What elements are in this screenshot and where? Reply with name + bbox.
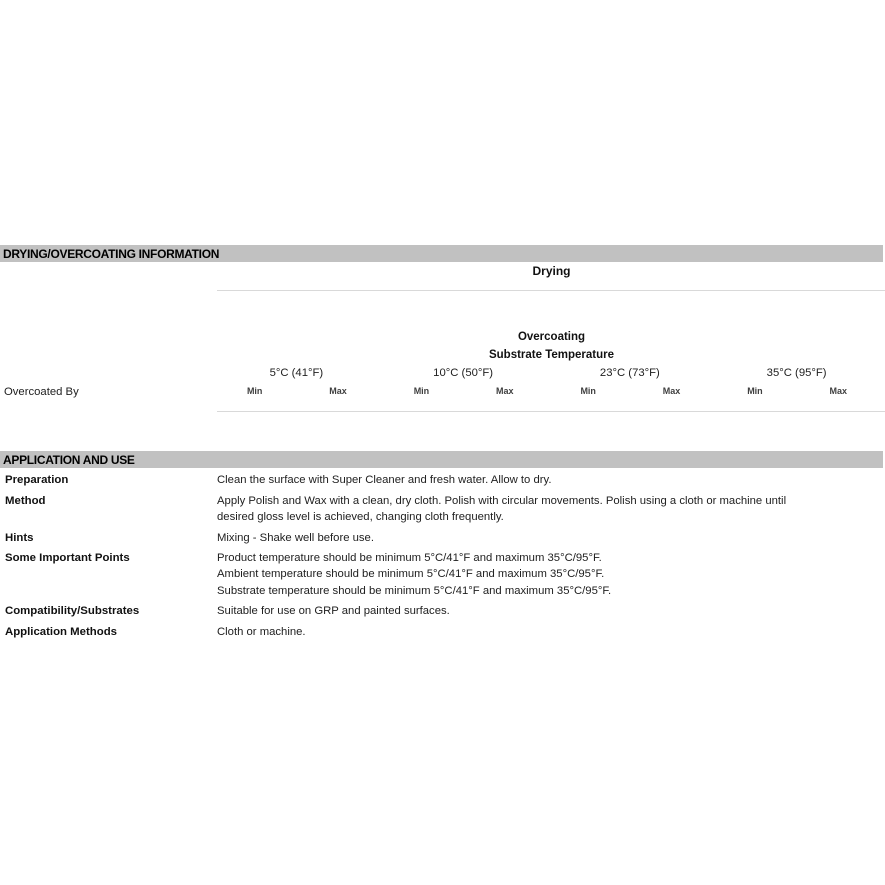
- row-label: Some Important Points: [5, 552, 130, 564]
- temp-header-10c: 10°C (50°F): [433, 367, 494, 379]
- min-label-23c: Min: [580, 386, 596, 396]
- overcoated-by-label: Overcoated By: [4, 386, 79, 398]
- value-line: Apply Polish and Wax with a clean, dry cloth. Polish with circular movements. Polish using a cloth or machine until: [217, 495, 787, 507]
- temp-header-35c: 35°C (95°F): [766, 367, 827, 379]
- max-label-23c: Max: [662, 386, 681, 396]
- row-label: Compatibility/Substrates: [5, 605, 140, 617]
- value-line: Cloth or machine.: [217, 626, 306, 638]
- value-line: Product temperature should be minimum 5°C/41°F and maximum 35°C/95°F.: [217, 552, 602, 564]
- row-value: [217, 603, 877, 619]
- row-value: [217, 624, 877, 640]
- overcoating-header: Overcoating: [517, 331, 586, 343]
- divider-under-overcoating-table: [217, 411, 885, 412]
- value-line: Suitable for use on GRP and painted surfaces.: [217, 605, 450, 617]
- max-label-10c: Max: [496, 386, 514, 396]
- row-value: [217, 472, 877, 488]
- temp-header-5c: 5°C (41°F): [269, 367, 324, 379]
- min-max-header-row: [218, 385, 885, 397]
- value-line: Ambient temperature should be minimum 5°C/41°F and maximum 35°C/95°F.: [217, 568, 605, 581]
- min-label-35c: Min: [747, 386, 763, 396]
- row-value: [217, 550, 877, 599]
- drying-column-header: Drying: [532, 264, 571, 278]
- section-header-drying-overcoating: [0, 245, 883, 262]
- section-title: APPLICATION AND USE: [3, 452, 135, 467]
- value-line: Substrate temperature should be minimum 5°C/41°F and maximum 35°C/95°F.: [217, 584, 612, 597]
- row-value: [217, 493, 877, 526]
- value-line: Clean the surface with Super Cleaner and fresh water. Allow to dry.: [217, 474, 552, 486]
- row-label: Preparation: [5, 474, 69, 486]
- divider-under-drying: [217, 290, 885, 291]
- row-label: Application Methods: [5, 626, 118, 638]
- row-label: Hints: [5, 532, 34, 544]
- max-label-35c: Max: [829, 386, 848, 396]
- min-label-10c: Min: [413, 386, 430, 396]
- row-label: Method: [5, 495, 46, 507]
- section-header-application-and-use: [0, 451, 883, 468]
- value-line: desired gloss level is achieved, changing cloth frequently.: [217, 511, 504, 524]
- temperature-header-row: [218, 366, 885, 380]
- min-label-5c: Min: [246, 386, 263, 396]
- temp-header-23c: 23°C (73°F): [599, 367, 660, 379]
- row-value: [217, 530, 877, 546]
- value-line: Mixing - Shake well before use.: [217, 532, 374, 544]
- max-label-5c: Max: [329, 386, 347, 396]
- substrate-temperature-header: Substrate Temperature: [488, 349, 615, 361]
- section-title: DRYING/OVERCOATING INFORMATION: [3, 246, 220, 261]
